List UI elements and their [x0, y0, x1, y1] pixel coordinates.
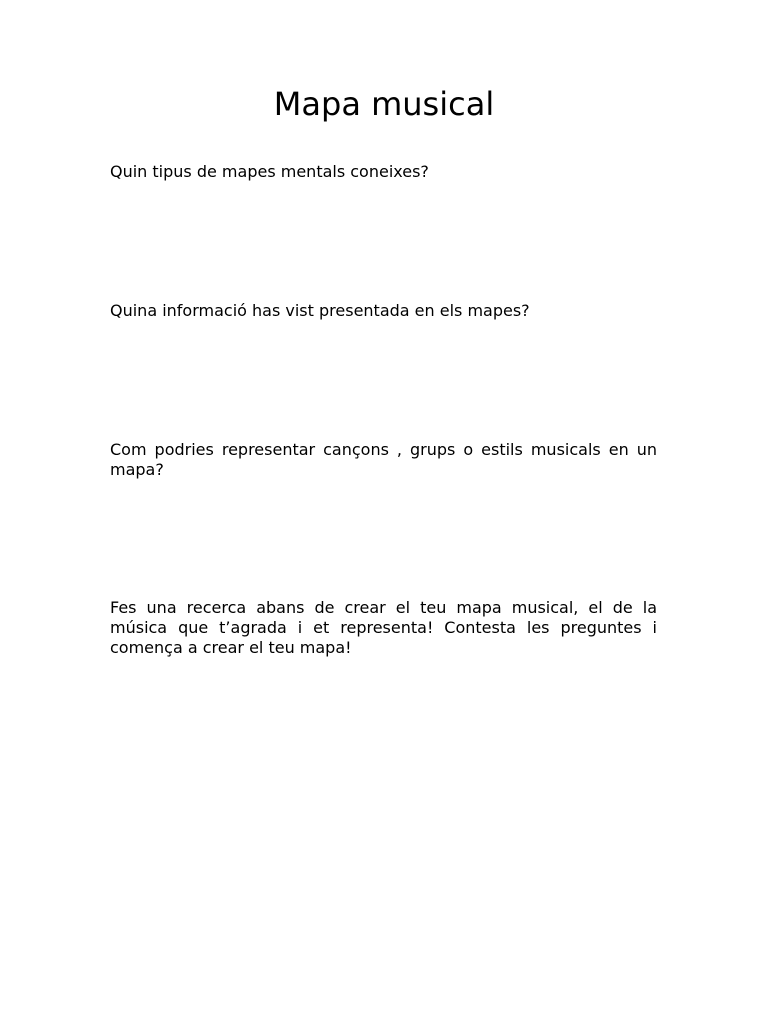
page-title: Mapa musical: [273, 85, 495, 123]
question-3: Com podries representar cançons , grups o estils musicals en un mapa?: [110, 440, 657, 479]
question-1: Quin tipus de mapes mentals coneixes?: [110, 162, 429, 181]
instruction-paragraph: Fes una recerca abans de crear el teu mapa musical, el de la música que t’agrada i et representa! Contesta les preguntes i comença a crear el teu mapa!: [110, 598, 657, 657]
question-2: Quina informació has vist presentada en els mapes?: [110, 301, 530, 320]
